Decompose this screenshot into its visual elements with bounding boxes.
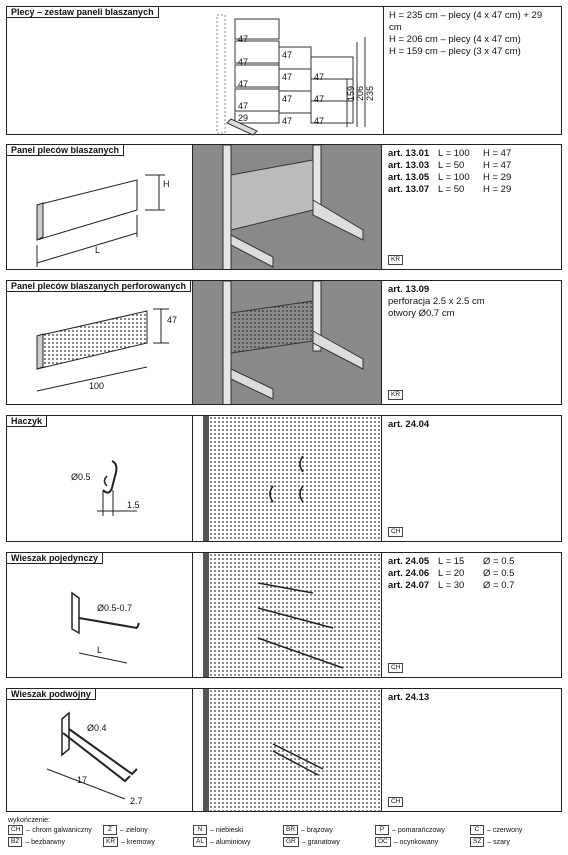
label-47: 47: [314, 94, 325, 104]
drawing-double-hanger: [7, 689, 192, 811]
legend-code: C: [470, 825, 484, 835]
label-47: 47: [238, 79, 249, 89]
legend-label: – pomarańczowy: [392, 826, 445, 834]
drawing-panel: [7, 145, 192, 269]
legend-code: SZ: [470, 837, 484, 847]
label-235: 235: [365, 85, 375, 101]
finish-badge: KR: [388, 255, 403, 265]
legend-label: – zielony: [120, 826, 148, 834]
legend-label: – szary: [487, 838, 510, 846]
spec-line: H = 159 cm – plecy (3 x 47 cm): [389, 46, 521, 57]
legend-item: [8, 825, 103, 835]
legend-code: BZ: [8, 837, 22, 847]
legend-label: – chrom galwaniczny: [26, 826, 92, 834]
legend-code: KR: [103, 837, 118, 847]
section-plecy-zestaw: [6, 6, 562, 135]
article-row: art. 13.01 L = 100 H = 47: [388, 148, 512, 159]
legend-label: – kremowy: [121, 838, 155, 846]
finish-badge: CH: [388, 527, 403, 537]
legend-label: – granatowy: [301, 838, 340, 846]
dim-l-label: L: [97, 645, 103, 655]
label-29: 29: [238, 113, 249, 123]
legend-item: [193, 825, 283, 835]
finish-legend: [8, 817, 564, 847]
drawing-panel-set: [207, 7, 377, 136]
legend-item: [8, 837, 103, 847]
legend-item: [283, 825, 375, 835]
label-47: 47: [282, 94, 293, 104]
legend-code: OC: [375, 837, 391, 847]
legend-grid: [8, 825, 564, 847]
legend-code: P: [375, 825, 389, 835]
label-47: 47: [282, 72, 293, 82]
legend-label: – ocynkowany: [393, 838, 439, 846]
article-row: art. 13.03 L = 50 H = 47: [388, 160, 512, 171]
legend-label: – bezbarwny: [25, 838, 66, 846]
article-number: art. 13.09: [388, 284, 430, 295]
label-206: 206: [355, 85, 365, 101]
article-row: art. 13.07 L = 50 H = 29: [388, 184, 512, 195]
finish-badge: CH: [388, 797, 403, 807]
legend-item: [470, 825, 560, 835]
legend-item: [375, 837, 470, 847]
legend-label: – brązowy: [301, 826, 333, 834]
dim-width-label: 1.5: [127, 500, 140, 510]
legend-code: CH: [8, 825, 23, 835]
label-159: 159: [346, 85, 356, 101]
info-column: [383, 145, 561, 269]
article-row: art. 24.06 L = 20 Ø = 0.5: [388, 568, 515, 579]
spec-line: H = 235 cm – plecy (4 x 47 cm) + 29 cm: [389, 10, 543, 33]
info-column: [383, 689, 561, 811]
article-row: art. 24.05 L = 15 Ø = 0.5: [388, 556, 515, 567]
dim-h-label: H: [163, 179, 170, 189]
article-number: art. 24.04: [388, 419, 430, 430]
dim-diameter-label: Ø0.5: [71, 472, 91, 482]
legend-label: – aluminiowy: [210, 838, 251, 846]
article-number: art. 24.13: [388, 692, 430, 703]
section-title: Panel pleców blaszanych: [7, 145, 124, 156]
spec-line: otwory Ø0.7 cm: [388, 308, 455, 319]
legend-item: [283, 837, 375, 847]
legend-item: [470, 837, 560, 847]
section-wieszak-pojedynczy: [6, 552, 562, 678]
dim-h-label: 47: [167, 315, 178, 325]
legend-item: [103, 825, 193, 835]
dim-l-label: 17: [77, 775, 88, 785]
section-panel-perforowany: [6, 280, 562, 405]
drawing-perforated-panel: [7, 281, 192, 404]
dim-diameter-label: Ø0.5-0.7: [97, 603, 133, 613]
legend-item: [375, 825, 470, 835]
info-column: [383, 553, 561, 677]
section-title: Plecy – zestaw paneli blaszanych: [7, 7, 159, 18]
info-column: [383, 281, 561, 404]
info-column: [383, 416, 561, 541]
label-47: 47: [238, 34, 249, 44]
spec-line: H = 206 cm – plecy (4 x 47 cm): [389, 34, 521, 45]
info-column: [383, 7, 561, 134]
legend-item: [103, 837, 193, 847]
label-47: 47: [238, 101, 249, 111]
label-47: 47: [314, 72, 325, 82]
legend-label: – czerwony: [487, 826, 523, 834]
spec-line: perforacja 2.5 x 2.5 cm: [388, 296, 485, 307]
section-haczyk: [6, 415, 562, 542]
section-title: Wieszak pojedynczy: [7, 553, 103, 564]
section-panel-plecow: [6, 144, 562, 270]
legend-item: [193, 837, 283, 847]
dim-diameter-label: Ø0.4: [87, 723, 107, 733]
drawing-single-hanger: [7, 553, 192, 677]
section-title: Haczyk: [7, 416, 47, 427]
label-47: 47: [282, 116, 293, 126]
dim-l-label: L: [95, 245, 101, 255]
photo-rack: [192, 145, 382, 269]
section-title: Wieszak podwójny: [7, 689, 96, 700]
label-47: 47: [238, 57, 249, 67]
article-row: art. 13.05 L = 100 H = 29: [388, 172, 512, 183]
label-47: 47: [314, 116, 325, 126]
section-wieszak-podwojny: [6, 688, 562, 812]
photo-rack-perforated: [192, 281, 382, 404]
legend-code: GR: [283, 837, 299, 847]
dim-width-label: 2.7: [130, 796, 143, 806]
finish-badge: CH: [388, 663, 403, 673]
legend-code: N: [193, 825, 207, 835]
article-row: art. 24.07 L = 30 Ø = 0.7: [388, 580, 515, 591]
drawing-hook: [7, 416, 192, 541]
photo-hooks: [192, 416, 382, 541]
legend-label: – niebieski: [210, 826, 244, 834]
legend-code: Z: [103, 825, 117, 835]
dim-l-label: 100: [89, 381, 105, 391]
photo-single-hangers: [192, 553, 382, 677]
label-47: 47: [282, 50, 293, 60]
legend-code: AL: [193, 837, 207, 847]
finish-badge: KR: [388, 390, 403, 400]
photo-double-hanger: [192, 689, 382, 811]
legend-code: BR: [283, 825, 298, 835]
section-title: Panel pleców blaszanych perforowanych: [7, 281, 191, 292]
legend-title: wykończenie:: [8, 817, 51, 824]
